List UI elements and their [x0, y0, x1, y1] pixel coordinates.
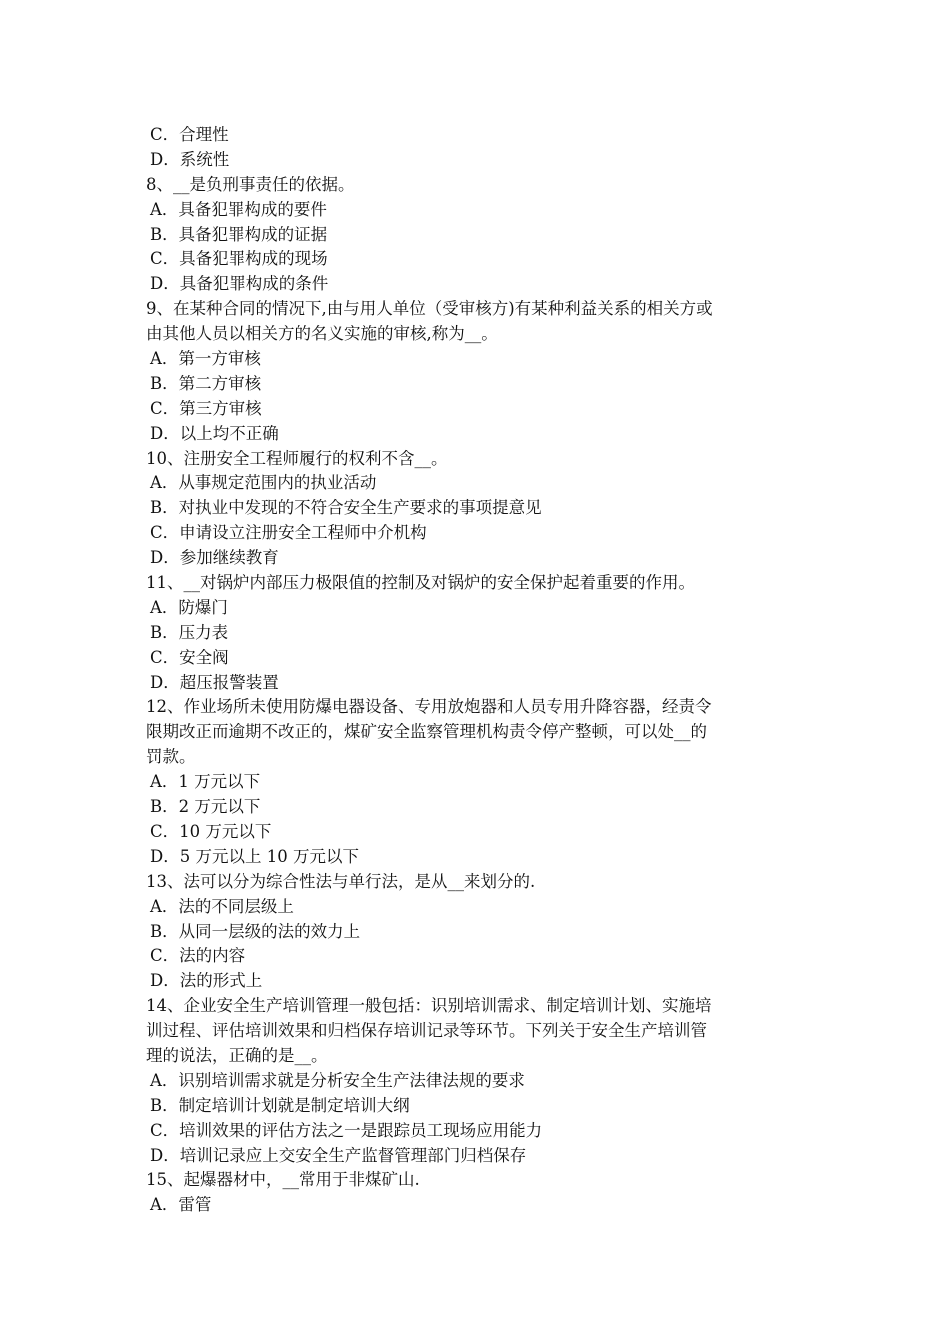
question-line: 限期改正而逾期不改正的，煤矿安全监察管理机构责令停产整顿，可以处__的 [146, 722, 707, 742]
option-line: D．具备犯罪构成的条件 [150, 274, 329, 294]
option-line: B．第二方审核 [150, 373, 262, 393]
option-line: A．雷管 [150, 1195, 212, 1215]
option-line: D．超压报警装置 [150, 672, 279, 692]
question-line: 14、企业安全生产培训管理一般包括：识别培训需求、制定培训计划、实施培 [146, 996, 712, 1016]
option-line: C．合理性 [150, 125, 229, 144]
question-line: 10、注册安全工程师履行的权利不含__。 [146, 448, 448, 468]
question-line: 13、法可以分为综合性法与单行法，是从__来划分的. [146, 871, 536, 891]
option-line: C．10 万元以下 [150, 821, 272, 841]
option-line: A．识别培训需求就是分析安全生产法律法规的要求 [150, 1070, 525, 1090]
option-line: D．参加继续教育 [150, 548, 279, 568]
option-line: C．安全阀 [150, 647, 229, 667]
option-line: D．5 万元以上 10 万元以下 [150, 846, 359, 866]
option-line: C．申请设立注册安全工程师中介机构 [150, 523, 427, 543]
option-line: D．法的形式上 [150, 971, 263, 991]
question-line: 11、__对锅炉内部压力极限值的控制及对锅炉的安全保护起着重要的作用。 [146, 573, 695, 593]
option-line: D．系统性 [150, 149, 230, 169]
document-page [146, 123, 816, 1218]
option-line: B．压力表 [150, 622, 229, 642]
option-line: D．以上均不正确 [150, 423, 279, 443]
option-line: B．2 万元以下 [150, 797, 261, 817]
option-line: C．培训效果的评估方法之一是跟踪员工现场应用能力 [150, 1120, 543, 1140]
option-line: C．法的内容 [150, 946, 246, 966]
option-line: B．对执业中发现的不符合安全生产要求的事项提意见 [150, 498, 542, 518]
question-line: 理的说法，正确的是__。 [146, 1045, 328, 1065]
option-line: A．1 万元以下 [150, 772, 261, 792]
question-line: 9、在某种合同的情况下,由与用人单位（受审核方)有某种利益关系的相关方或 [146, 299, 713, 319]
question-line: 15、起爆器材中，__常用于非煤矿山. [146, 1170, 420, 1190]
option-line: A．具备犯罪构成的要件 [150, 199, 327, 219]
option-line: B．从同一层级的法的效力上 [150, 921, 361, 941]
option-line: A．法的不同层级上 [150, 896, 294, 916]
option-line: A．防爆门 [150, 597, 228, 617]
option-line: A．从事规定范围内的执业活动 [150, 473, 377, 493]
question-line: 8、__是负刑事责任的依据。 [146, 174, 355, 194]
question-line: 由其他人员以相关方的名义实施的审核,称为__。 [146, 324, 498, 344]
option-line: D．培训记录应上交安全生产监督管理部门归档保存 [150, 1145, 527, 1165]
option-line: B．具备犯罪构成的证据 [150, 224, 328, 244]
option-line: B．制定培训计划就是制定培训大纲 [150, 1095, 410, 1115]
question-line: 12、作业场所未使用防爆电器设备、专用放炮器和人员专用升降容器，经责令 [146, 697, 712, 717]
question-line: 罚款。 [146, 747, 196, 767]
option-line: C．具备犯罪构成的现场 [150, 249, 328, 269]
option-line: C．第三方审核 [150, 398, 262, 418]
option-line: A．第一方审核 [150, 349, 261, 369]
question-line: 训过程、评估培训效果和归档保存培训记录等环节。下列关于安全生产培训管 [146, 1021, 707, 1041]
